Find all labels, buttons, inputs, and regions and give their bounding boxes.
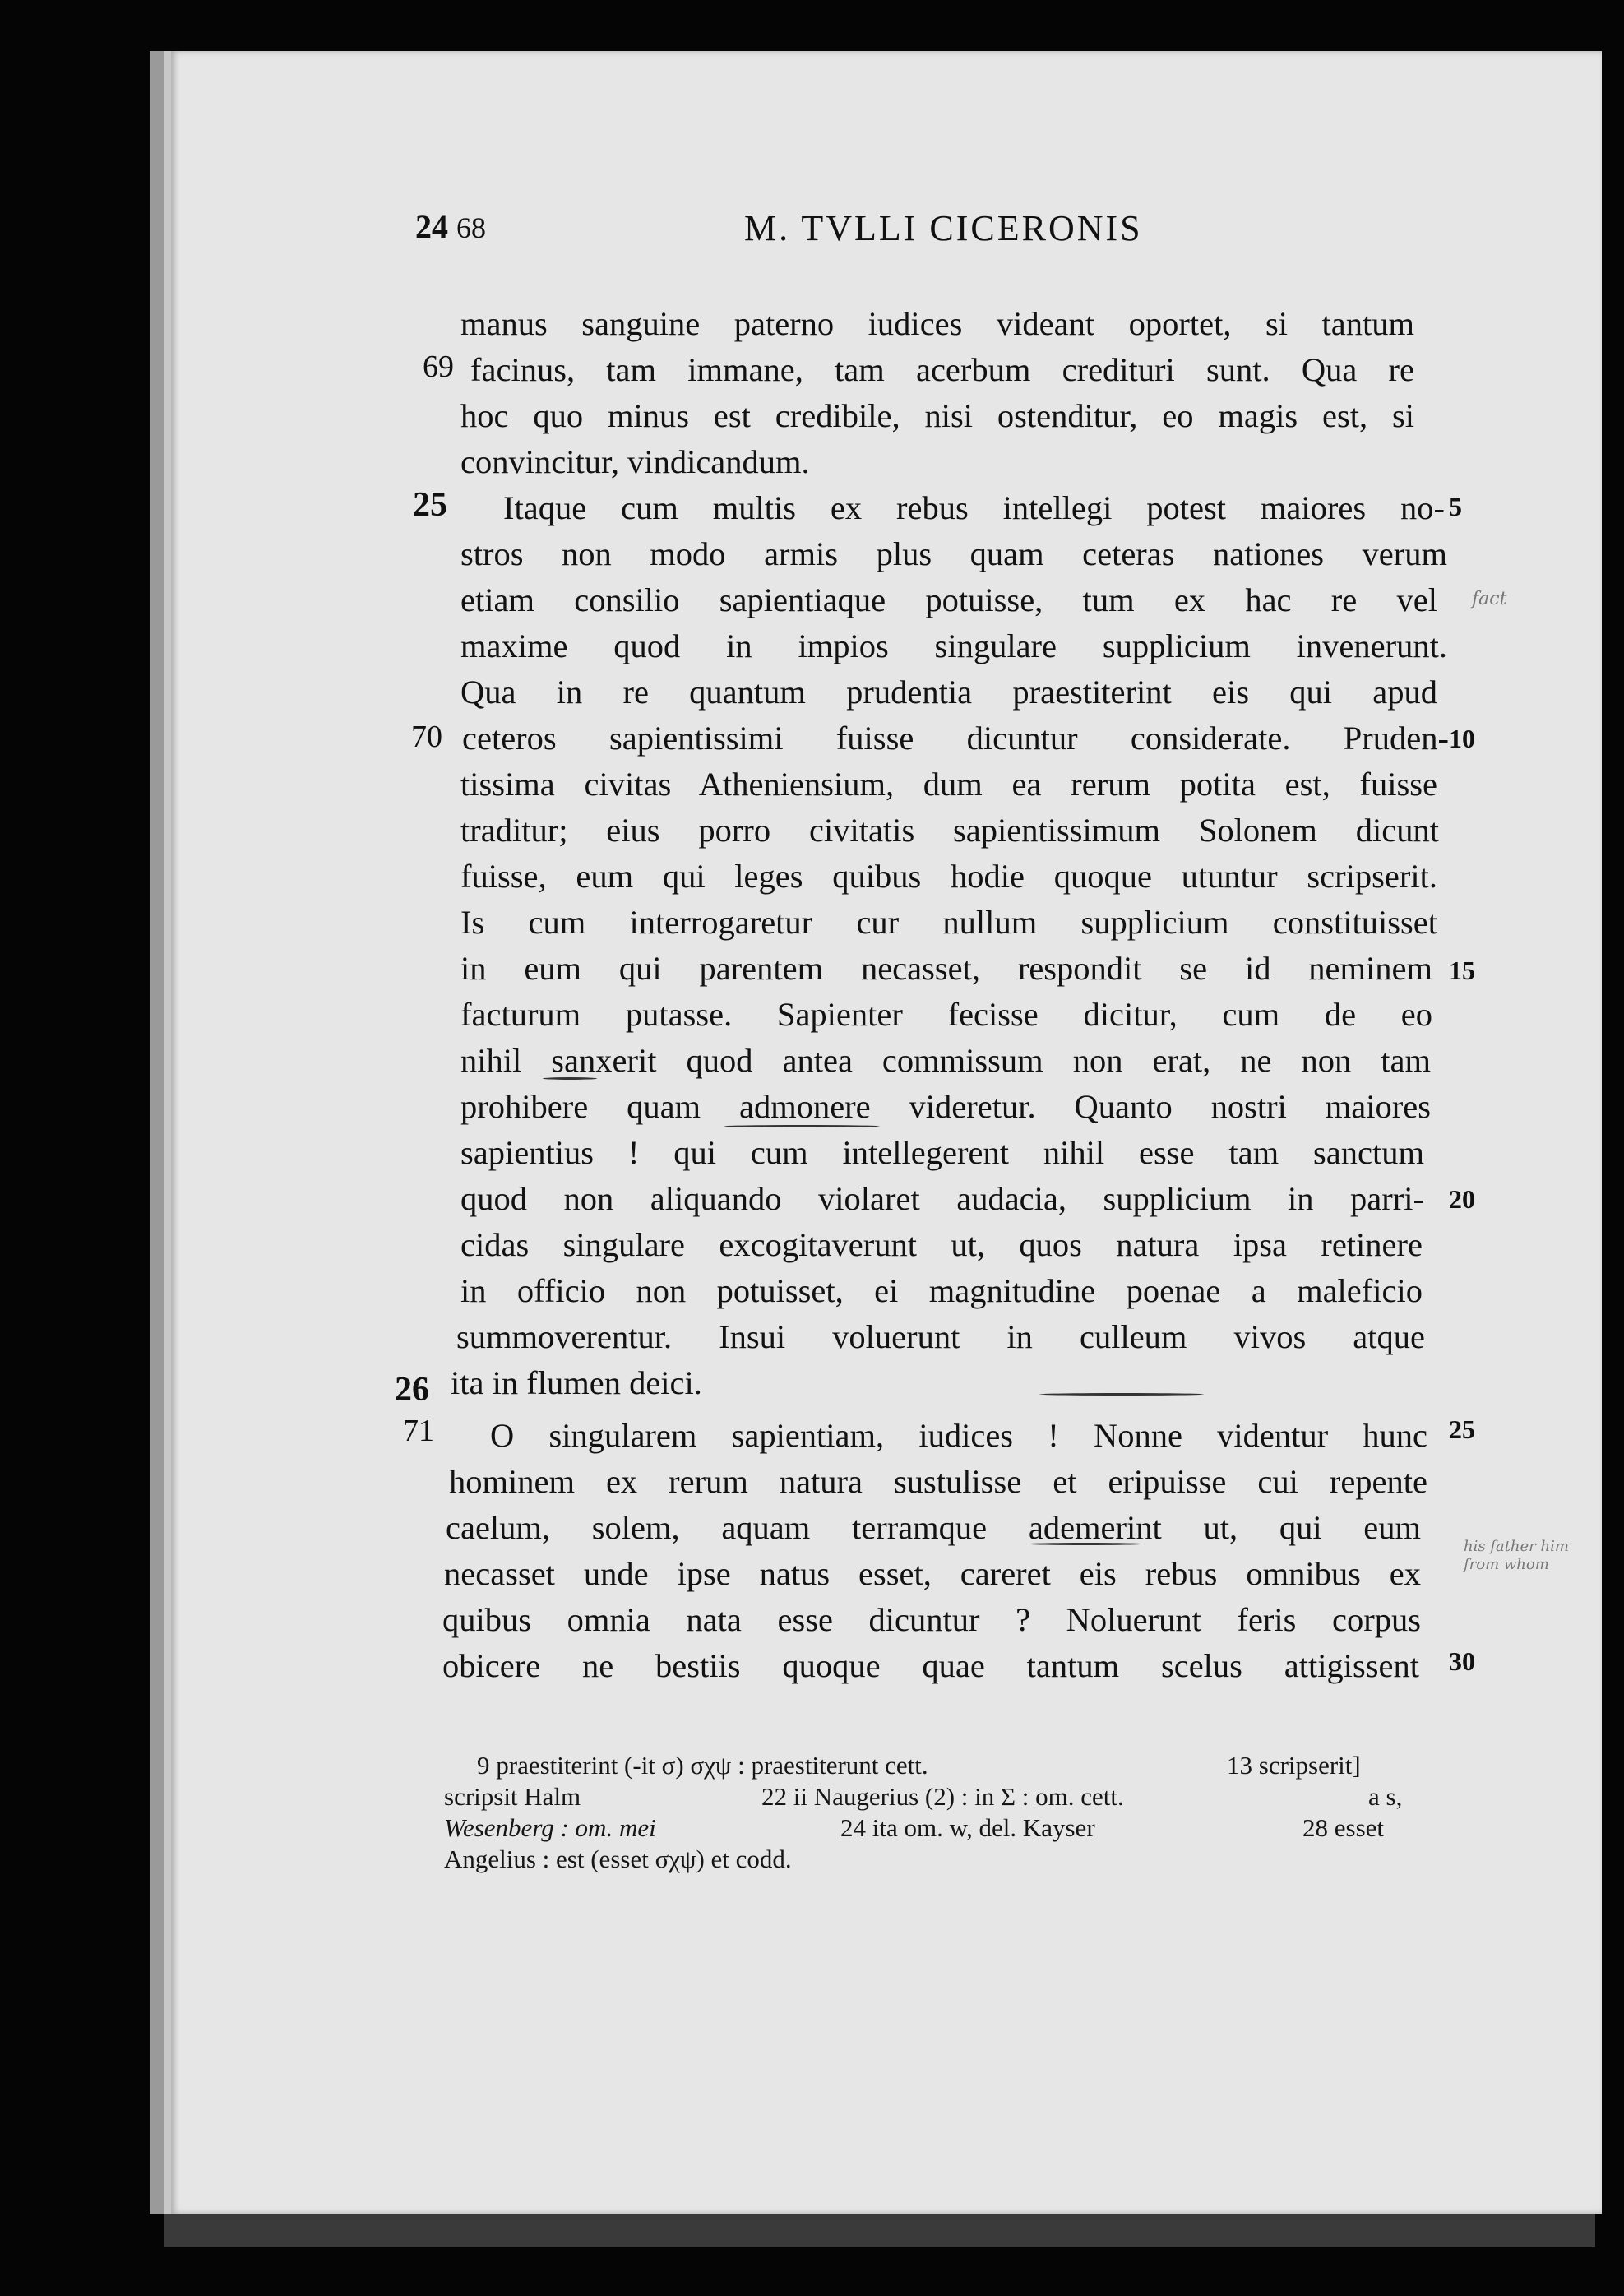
- text-line: in eum qui parentem necasset, respondit se id neminem: [460, 950, 1432, 987]
- text-line: Itaque cum multis ex rebus intellegi potest maiores no-: [503, 489, 1445, 526]
- text-line: cidas singulare excogitaverunt ut, quos natura ipsa retinere: [460, 1226, 1423, 1263]
- section-number-bold: 24: [415, 208, 448, 245]
- text-line: prohibere quam admonere videretur. Quanto nostri maiores: [460, 1088, 1431, 1125]
- text-line: traditur; eius porro civitatis sapientissimum Solonem dicunt: [460, 812, 1439, 849]
- text-line: etiam consilio sapientiaque potuisse, tum ex hac re vel: [460, 581, 1437, 618]
- text-line: hominem ex rerum natura sustulisse et eripuisse cui repente: [449, 1463, 1427, 1500]
- footnote-text: Angelius : est (esset σχψ) et codd.: [444, 1845, 792, 1873]
- text-line: convincitur, vindicandum.: [460, 443, 810, 480]
- section-number-small: 68: [456, 211, 486, 244]
- handwritten-note: fact: [1472, 589, 1507, 609]
- section-number: [415, 207, 486, 246]
- text-line: necasset unde ipse natus esset, careret eis rebus omnibus ex: [444, 1555, 1421, 1592]
- text-line: maxime quod in impios singulare supplicium invenerunt.: [460, 627, 1447, 664]
- text-line: caelum, solem, aquam terramque ademerint ut, qui eum: [446, 1509, 1421, 1546]
- text-line: O singularem sapientiam, iudices ! Nonne videntur hunc: [490, 1417, 1427, 1454]
- line-number-30: 30: [1449, 1646, 1475, 1676]
- text-line: Qua in re quantum prudentia praestiterint eis qui apud: [460, 674, 1437, 711]
- text-line: ceteros sapientissimi fuisse dicuntur considerate. Pruden-: [462, 720, 1449, 757]
- text-line: sapientius ! qui cum intellegerent nihil esse tam sanctum: [460, 1134, 1424, 1171]
- pencil-underline: [1028, 1543, 1143, 1545]
- footnote-text: scripsit Halm: [444, 1782, 581, 1811]
- book-spine: [150, 51, 164, 2214]
- page-bottom-edge: [164, 2214, 1595, 2247]
- text-line: tissima civitas Atheniensium, dum ea rerum potita est, fuisse: [460, 766, 1437, 803]
- text-line: Is cum interrogaretur cur nullum supplicium constituisset: [460, 904, 1437, 941]
- text-line: fuisse, eum qui leges quibus hodie quoque utuntur scripserit.: [460, 858, 1437, 895]
- text-line: quibus omnia nata esse dicuntur ? Noluerunt feris corpus: [442, 1601, 1421, 1638]
- footnote-text: Wesenberg : om. mei: [444, 1813, 656, 1842]
- text-line: ita in flumen deici.: [451, 1364, 702, 1401]
- pencil-underline: [543, 1077, 597, 1080]
- text-line: hoc quo minus est credibile, nisi ostenditur, eo magis est, si: [460, 397, 1414, 434]
- margin-chapter-26: 26: [395, 1371, 429, 1409]
- footnote-text: 24 ita om. w, del. Kayser: [840, 1813, 1095, 1842]
- margin-section-71: 71: [403, 1414, 434, 1448]
- line-number-5: 5: [1449, 492, 1462, 521]
- line-number-20: 20: [1449, 1184, 1475, 1214]
- pencil-underline: [724, 1125, 880, 1127]
- footnote-text: 9 praestiterint (-it σ) σχψ : praestiterunt cett.: [477, 1751, 928, 1780]
- margin-section-70: 70: [411, 720, 442, 754]
- footnote-text: 28 esset: [1302, 1813, 1385, 1842]
- footnote-text: 13 scripserit]: [1227, 1751, 1361, 1780]
- footnote-text: a s,: [1368, 1782, 1403, 1811]
- line-number-10: 10: [1449, 724, 1475, 753]
- pencil-underline: [1039, 1393, 1204, 1396]
- text-line: nihil sanxerit quod antea commissum non erat, ne non tam: [460, 1042, 1431, 1079]
- handwritten-note: his father him from whom: [1464, 1538, 1569, 1573]
- text-line: manus sanguine paterno iudices videant oportet, si tantum: [460, 305, 1414, 342]
- line-number-25: 25: [1449, 1414, 1475, 1444]
- margin-chapter-25: 25: [413, 486, 447, 524]
- text-line: facturum putasse. Sapienter fecisse dicitur, cum de eo: [460, 996, 1432, 1033]
- text-line: in officio non potuisset, ei magnitudine poenae a maleficio: [460, 1272, 1423, 1309]
- text-line: quod non aliquando violaret audacia, supplicium in parri-: [460, 1180, 1424, 1217]
- text-line: stros non modo armis plus quam ceteras nationes verum: [460, 535, 1447, 572]
- running-header: [0, 207, 1624, 257]
- line-number-15: 15: [1449, 956, 1475, 985]
- page-title: M. TVLLI CICERONIS: [744, 208, 1143, 248]
- text-line: obicere ne bestiis quoque quae tantum scelus attigissent: [442, 1647, 1419, 1684]
- text-line: facinus, tam immane, tam acerbum credituri sunt. Qua re: [470, 351, 1414, 388]
- footnote-text: 22 ii Naugerius (2) : in Σ : om. cett.: [761, 1782, 1124, 1811]
- margin-section-69: 69: [423, 349, 454, 384]
- text-line: summoverentur. Insui voluerunt in culleum vivos atque: [456, 1318, 1425, 1355]
